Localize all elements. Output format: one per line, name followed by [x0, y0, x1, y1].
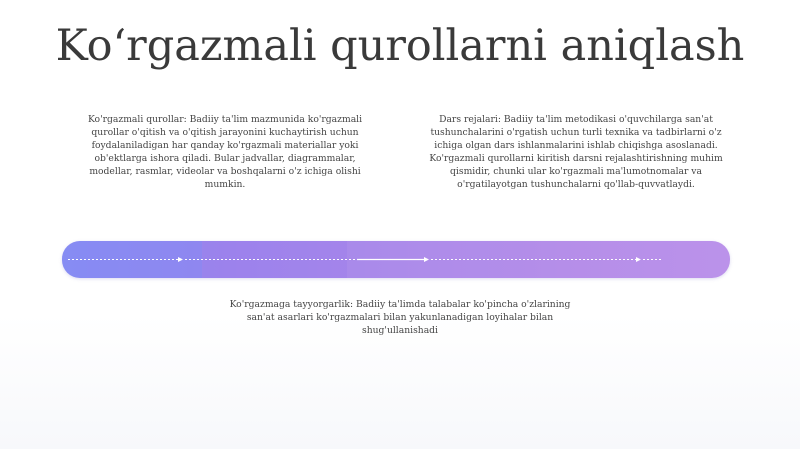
- timeline-bar: [62, 241, 730, 278]
- slide-title: Ko‘rgazmali qurollarni aniqlash: [55, 21, 745, 71]
- arrowhead-icon: [424, 257, 429, 262]
- text-block-visual-aids: Ko'rgazmali qurollar: Badiiy ta'lim mazmunida ko'rgazmali qurollar o'qitish va o'qitish jarayonini kuchaytirish uchun foydalaniladigan har qanday ko'rgazmali materiallar yoki ob'ektlarga ishora qiladi. Bular jadvallar, diagrammalar, modellar, rasmlar, videolar va boshqalarni o'z ichiga olishi mumkin.: [87, 114, 363, 190]
- arrowhead-icon: [178, 257, 183, 262]
- arrowhead-icon: [636, 257, 641, 262]
- timeline-arrows: [62, 241, 730, 278]
- text-block-lesson-plans: Dars rejalari: Badiiy ta'lim metodikasi o'quvchilarga san'at tushunchalarini o'rgatish uchun turli texnika va tadbirlarni o'z ichiga olgan dars ishlanmalarini ishlab chiqishga asoslanadi. Ko'rgazmali qurollarni kiritish darsni rejalashtirishning muhim qismidir, chunki ular ko'rgazmali ma'lumotnomalar va o'rgatilayotgan tushunchalarni qo'llab-quvvatlaydi.: [429, 114, 723, 190]
- text-block-exhibition-prep: Ko'rgazmaga tayyorgarlik: Badiiy ta'limda talabalar ko'pincha o'zlarining san'at asarlari ko'rgazmalari bilan yakunlanadigan loyihalar bilan shug'ullanishadi: [229, 299, 571, 336]
